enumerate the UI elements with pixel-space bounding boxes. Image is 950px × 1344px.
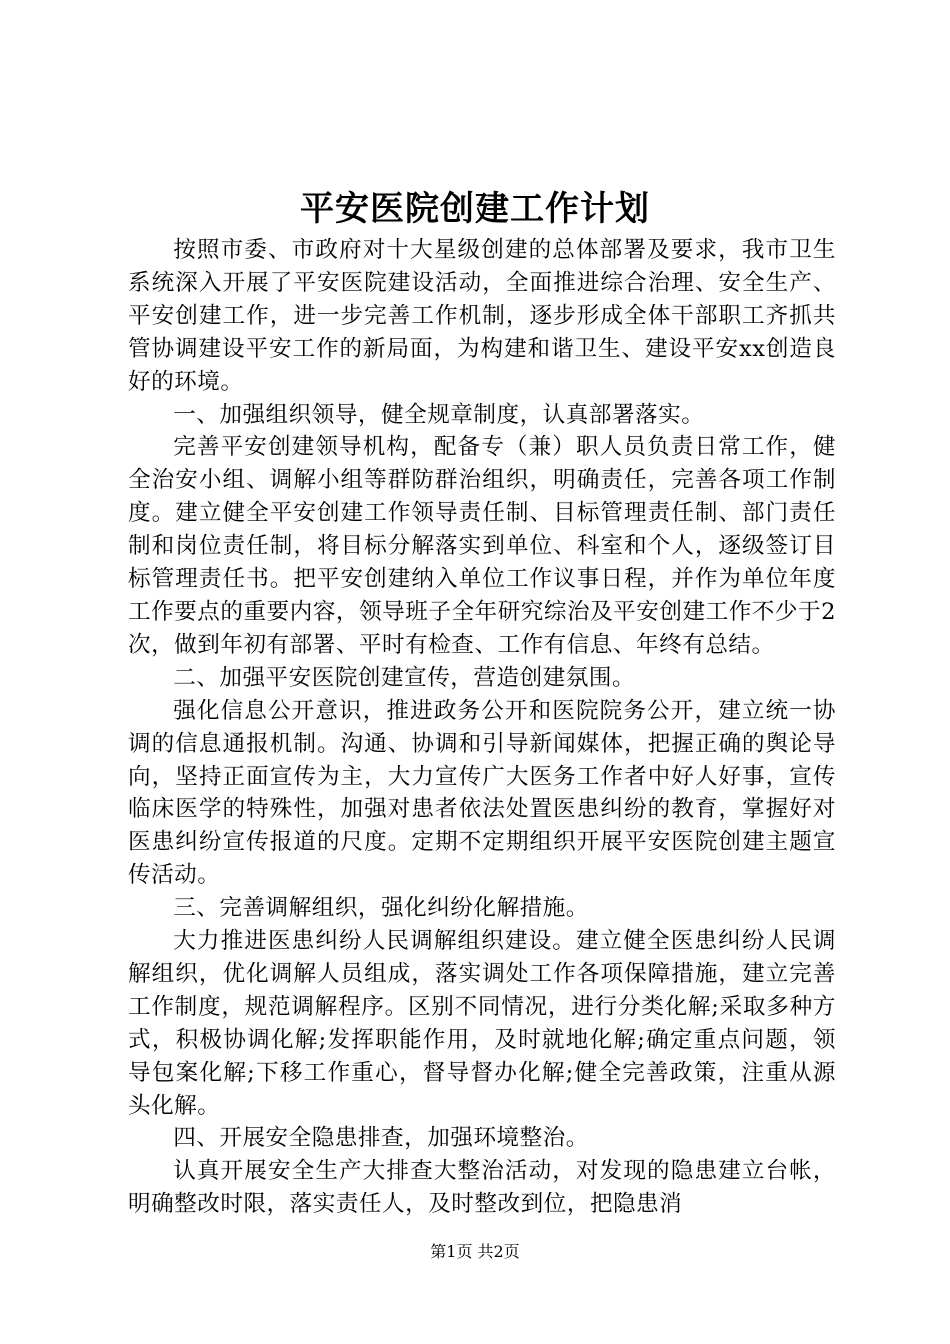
page-footer: 第1页 共2页: [430, 1242, 520, 1261]
section-2-paragraph: 强化信息公开意识，推进政务公开和医院院务公开，建立统一协调的信息通报机制。沟通、协调和引导新闻媒体，把握正确的舆论导向，坚持正面宣传为主，大力宣传广大医务工作者中好人好事，宣传临床医学的特殊性，加强对患者依法处置医患纠纷的教育，掌握好对医患纠纷宣传报道的尺度。定期不定期组织开展平安医院创建主题宣传活动。: [128, 697, 836, 889]
section-4-paragraph: 认真开展安全生产大排查大整治活动，对发现的隐患建立台帐，明确整改时限，落实责任人，及时整改到位，把隐患消: [128, 1158, 836, 1218]
section-heading-2: 二、加强平安医院创建宣传，营造创建氛围。: [173, 664, 636, 691]
section-3-paragraph: 大力推进医患纠纷人民调解组织建设。建立健全医患纠纷人民调解组织，优化调解人员组成，落实调处工作各项保障措施，建立完善工作制度，规范调解程序。区别不同情况，进行分类化解;采取多种方式，积极协调化解;发挥职能作用，及时就地化解;确定重点问题，领导包案化解;下移工作重心，督导督办化解;健全完善政策，注重从源头化解。: [128, 928, 836, 1119]
section-heading-1: 一、加强组织领导，健全规章制度，认真部署落实。: [173, 401, 705, 428]
section-heading-4: 四、开展安全隐患排查，加强环境整治。: [173, 1125, 589, 1152]
document-body: [128, 234, 836, 1221]
intro-paragraph: 按照市委、市政府对十大星级创建的总体部署及要求，我市卫生系统深入开展了平安医院建设活动，全面推进综合治理、安全生产、平安创建工作，进一步完善工作机制，逐步形成全体干部职工齐抓共管协调建设平安工作的新局面，为构建和谐卫生、建设平安xx创造良好的环境。: [128, 237, 836, 395]
section-1-paragraph: 完善平安创建领导机构，配备专（兼）职人员负责日常工作，健全治安小组、调解小组等群防群治组织，明确责任，完善各项工作制度。建立健全平安创建工作领导责任制、目标管理责任制、部门责任制和岗位责任制，将目标分解落实到单位、科室和个人，逐级签订目标管理责任书。把平安创建纳入单位工作议事日程，并作为单位年度工作要点的重要内容，领导班子全年研究综治及平安创建工作不少于2次，做到年初有部署、平时有检查、工作有信息、年终有总结。: [128, 434, 836, 658]
section-heading-3: 三、完善调解组织，强化纠纷化解措施。: [173, 895, 589, 922]
document-title: 平安医院创建工作计划: [300, 189, 650, 229]
